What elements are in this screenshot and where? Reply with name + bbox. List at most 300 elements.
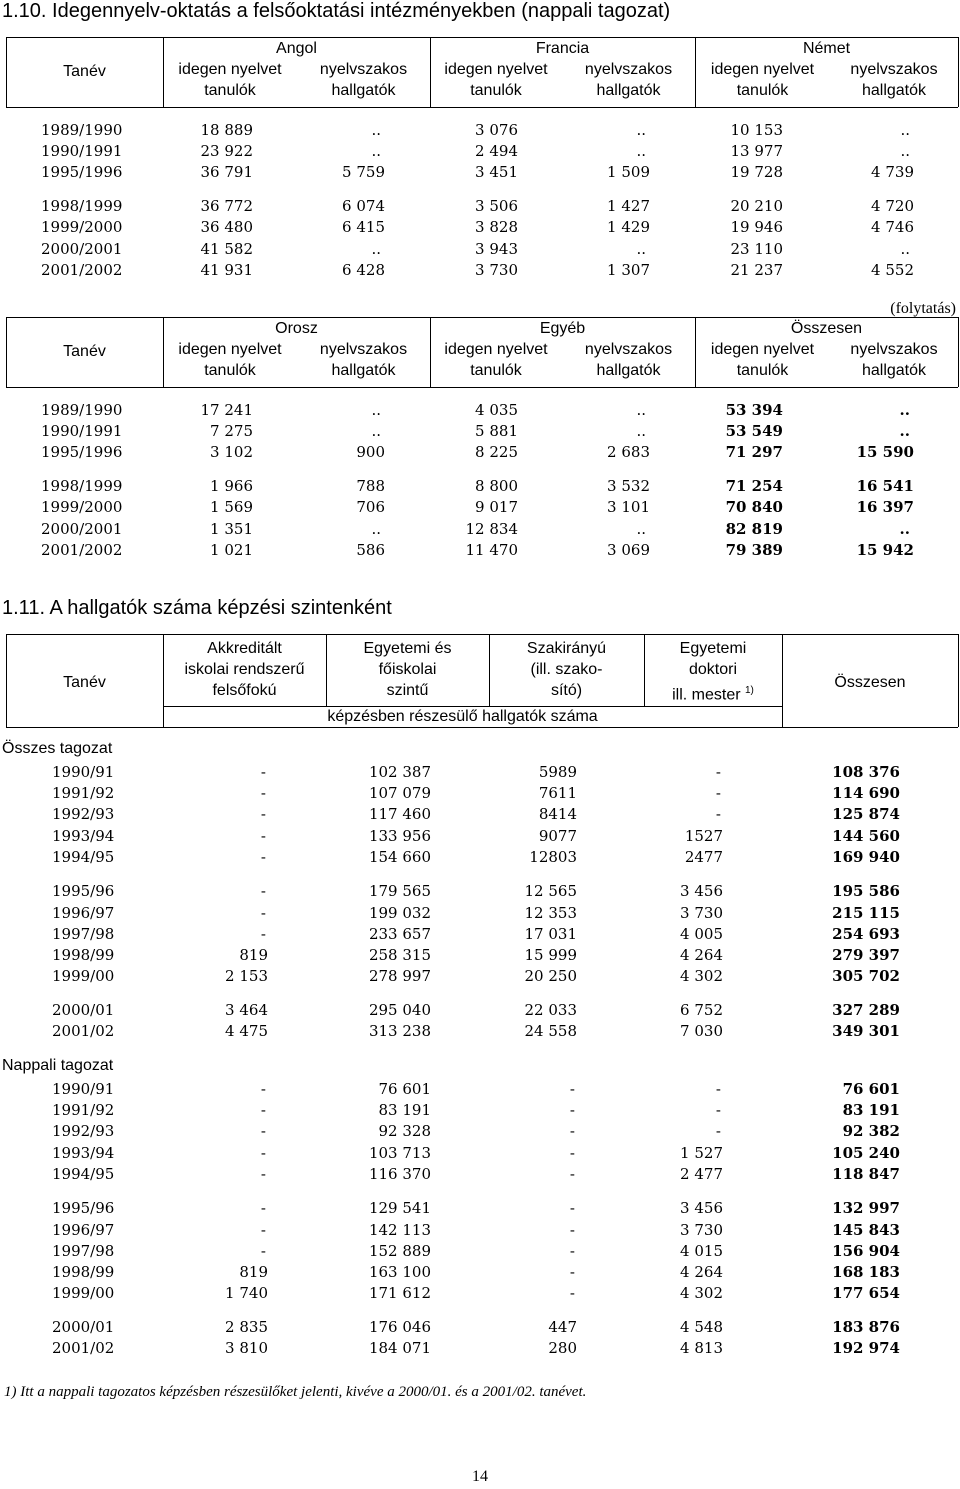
cell-value: - <box>260 1221 266 1239</box>
cell-value: 144 560 <box>832 827 900 845</box>
table-row <box>0 1080 960 1100</box>
cell-value: 76 601 <box>842 1080 900 1098</box>
cell-value: 1 740 <box>225 1284 268 1302</box>
table-row <box>0 498 960 518</box>
cell-year: 1990/1991 <box>41 422 123 440</box>
cell-value: 3 730 <box>475 261 518 279</box>
table-rule <box>958 37 959 107</box>
cell-value: - <box>260 1101 266 1119</box>
cell-value: .. <box>371 121 381 139</box>
cell-value: 12803 <box>529 848 577 866</box>
header-line: Akkreditált <box>207 640 282 657</box>
cell-value: .. <box>371 240 381 258</box>
cell-year: 1989/1990 <box>41 121 123 139</box>
cell-value: .. <box>371 401 381 419</box>
header-line: tanulók <box>470 362 522 379</box>
cell-value: .. <box>371 520 381 538</box>
cell-value: 3 101 <box>607 498 650 516</box>
cell-value: 16 397 <box>856 498 914 516</box>
cell-value: 1 307 <box>607 261 650 279</box>
cell-year: 1998/99 <box>52 946 115 964</box>
header-line: nyelvszakos <box>319 341 408 358</box>
header-line: szintű <box>386 682 429 699</box>
cell-value: 20 250 <box>524 967 577 985</box>
cell-value: 3 102 <box>210 443 253 461</box>
cell-value: 195 586 <box>832 882 900 900</box>
header-line: tanulók <box>204 82 256 99</box>
cell-value: 76 601 <box>378 1080 431 1098</box>
table-row <box>0 401 960 421</box>
column-header-tanev: Tanév <box>63 343 106 360</box>
table-rule <box>958 317 959 387</box>
cell-value: 254 693 <box>832 925 900 943</box>
cell-value: .. <box>636 121 646 139</box>
cell-value: - <box>260 1144 266 1162</box>
cell-value: - <box>569 1263 575 1281</box>
cell-value: 233 657 <box>368 925 431 943</box>
cell-value: 6 752 <box>680 1001 723 1019</box>
header-line: idegen nyelvet <box>178 61 282 78</box>
footnote-marker: 1) <box>745 685 754 696</box>
table-row <box>0 121 960 141</box>
cell-value: 156 904 <box>832 1242 900 1260</box>
cell-value: 108 376 <box>832 763 900 781</box>
cell-value: 18 889 <box>200 121 253 139</box>
cell-value: - <box>260 1080 266 1098</box>
column-header-doctoral <box>644 638 782 705</box>
cell-value: 1 527 <box>680 1144 723 1162</box>
footnote: 1) Itt a nappali tagozatos képzésben részesülőket jelenti, kivéve a 2000/01. és a 2001/02. tanévet. <box>4 1384 587 1400</box>
cell-value: 83 191 <box>842 1101 900 1119</box>
cell-value: - <box>260 763 266 781</box>
header-text: ill. mester <box>672 686 741 704</box>
cell-value: 8 800 <box>475 477 518 495</box>
cell-value: 129 541 <box>368 1199 431 1217</box>
cell-value: 6 074 <box>342 197 385 215</box>
cell-value: 23 110 <box>730 240 783 258</box>
table-row <box>0 1221 960 1241</box>
cell-year: 1996/97 <box>52 904 115 922</box>
cell-value: 4 035 <box>475 401 518 419</box>
table-row <box>0 1284 960 1304</box>
cell-value: 3 943 <box>475 240 518 258</box>
cell-year: 1993/94 <box>52 1144 115 1162</box>
cell-value: 11 470 <box>465 541 518 559</box>
cell-value: - <box>569 1122 575 1140</box>
column-header-majors <box>297 59 430 101</box>
table-row <box>0 904 960 924</box>
cell-value: 5 759 <box>342 163 385 181</box>
cell-value: 447 <box>548 1318 577 1336</box>
cell-value: .. <box>371 142 381 160</box>
cell-value: - <box>260 784 266 802</box>
cell-value: .. <box>899 401 910 419</box>
header-line: nyelvszakos <box>850 61 938 78</box>
column-header-level <box>163 638 326 701</box>
cell-value: 125 874 <box>832 805 900 823</box>
cell-year: 1997/98 <box>52 1242 115 1260</box>
cell-value: 107 079 <box>368 784 431 802</box>
cell-value: 114 690 <box>832 784 900 802</box>
cell-value: 295 040 <box>368 1001 431 1019</box>
cell-value: 3 464 <box>225 1001 268 1019</box>
table-row <box>0 1199 960 1219</box>
cell-value: 2 494 <box>475 142 518 160</box>
table-row <box>0 967 960 987</box>
cell-value: 92 382 <box>842 1122 900 1140</box>
cell-value: - <box>715 1122 721 1140</box>
header-line: nyelvszakos <box>319 61 408 78</box>
table-row <box>0 1022 960 1042</box>
cell-year: 1995/96 <box>52 882 115 900</box>
column-header-learners <box>695 59 830 101</box>
cell-value: 313 238 <box>368 1022 431 1040</box>
cell-value: .. <box>899 520 910 538</box>
cell-value: .. <box>636 240 646 258</box>
section-label-all: Összes tagozat <box>2 740 113 757</box>
cell-value: 3 451 <box>475 163 518 181</box>
continuation-label: (folytatás) <box>890 300 956 317</box>
cell-year: 2000/01 <box>52 1001 115 1019</box>
table-rule <box>6 727 958 728</box>
column-header-majors <box>562 339 695 381</box>
cell-year: 2000/2001 <box>41 240 123 258</box>
cell-year: 1998/99 <box>52 1263 115 1281</box>
cell-value: 12 834 <box>465 520 518 538</box>
cell-value: - <box>260 1165 266 1183</box>
header-line: nyelvszakos <box>584 341 673 358</box>
column-header-majors <box>830 59 958 101</box>
group-header: Egyéb <box>539 320 586 337</box>
table-row <box>0 1101 960 1121</box>
cell-value: .. <box>636 520 646 538</box>
header-line: sító) <box>550 682 583 699</box>
cell-value: 145 843 <box>832 1221 900 1239</box>
cell-value: 1 429 <box>607 218 650 236</box>
cell-value: 102 387 <box>368 763 431 781</box>
table-row <box>0 541 960 561</box>
cell-value: 1 569 <box>210 498 253 516</box>
header-line: Egyetemi és <box>363 640 452 657</box>
cell-value: 4 015 <box>680 1242 723 1260</box>
cell-value: 4 475 <box>225 1022 268 1040</box>
table-row <box>0 805 960 825</box>
cell-value: 23 922 <box>200 142 253 160</box>
table-row <box>0 1001 960 1021</box>
column-header-learners <box>163 339 297 381</box>
section-label-day: Nappali tagozat <box>2 1057 114 1074</box>
cell-value: 4 552 <box>871 261 914 279</box>
cell-year: 1999/2000 <box>41 218 123 236</box>
header-line: hallgatók <box>596 362 661 379</box>
column-header-majors <box>562 59 695 101</box>
table-row <box>0 1263 960 1283</box>
cell-value: 105 240 <box>832 1144 900 1162</box>
cell-value: - <box>260 1122 266 1140</box>
cell-value: 278 997 <box>368 967 431 985</box>
cell-value: 349 301 <box>832 1022 900 1040</box>
cell-value: 7611 <box>538 784 577 802</box>
cell-value: 83 191 <box>378 1101 431 1119</box>
cell-value: 15 942 <box>856 541 914 559</box>
cell-value: 7 030 <box>680 1022 723 1040</box>
table-row <box>0 477 960 497</box>
cell-value: 19 728 <box>730 163 783 181</box>
header-line: nyelvszakos <box>850 341 938 358</box>
cell-value: 171 612 <box>368 1284 431 1302</box>
table-row <box>0 240 960 260</box>
cell-value: 168 183 <box>832 1263 900 1281</box>
cell-value: 4 264 <box>680 946 723 964</box>
cell-value: 706 <box>356 498 385 516</box>
cell-value: 586 <box>356 541 385 559</box>
column-header-learners <box>695 339 830 381</box>
cell-value: - <box>569 1199 575 1217</box>
cell-year: 1998/1999 <box>41 477 123 495</box>
cell-value: 4 005 <box>680 925 723 943</box>
group-header: Orosz <box>275 320 318 337</box>
cell-year: 1999/2000 <box>41 498 123 516</box>
cell-year: 1991/92 <box>52 1101 115 1119</box>
cell-year: 1992/93 <box>52 1122 115 1140</box>
page-number: 14 <box>472 1468 488 1485</box>
cell-value: 10 153 <box>730 121 783 139</box>
cell-value: .. <box>900 142 910 160</box>
cell-value: 12 353 <box>524 904 577 922</box>
cell-value: 16 541 <box>856 477 914 495</box>
cell-value: 21 237 <box>730 261 783 279</box>
cell-year: 2000/2001 <box>41 520 123 538</box>
header-span-label: képzésben részesülő hallgatók száma <box>327 708 598 725</box>
cell-value: - <box>569 1101 575 1119</box>
table-1-11-title: 1.11. A hallgatók száma képzési szintenként <box>2 597 392 619</box>
header-line: idegen nyelvet <box>444 61 548 78</box>
header-line: hallgatók <box>331 82 396 99</box>
column-header-tanev: Tanév <box>63 674 106 691</box>
column-header-learners <box>430 59 562 101</box>
cell-year: 1995/1996 <box>41 443 123 461</box>
cell-value: - <box>715 1101 721 1119</box>
table-row <box>0 763 960 783</box>
cell-value: 179 565 <box>368 882 431 900</box>
cell-value: 788 <box>356 477 385 495</box>
cell-value: 1 351 <box>210 520 253 538</box>
group-header: Francia <box>535 40 590 57</box>
cell-value: 4 302 <box>680 967 723 985</box>
header-line: főiskolai <box>378 661 437 678</box>
cell-value: 41 582 <box>200 240 253 258</box>
header-line: tanulók <box>470 82 522 99</box>
cell-value: 5 881 <box>475 422 518 440</box>
cell-value: 4 302 <box>680 1284 723 1302</box>
cell-value: 1527 <box>684 827 723 845</box>
column-header-level <box>326 638 489 701</box>
cell-year: 1990/91 <box>52 1080 115 1098</box>
header-line: hallgatók <box>861 362 927 379</box>
cell-value: 53 394 <box>725 401 783 419</box>
cell-year: 1993/94 <box>52 827 115 845</box>
cell-value: .. <box>899 422 910 440</box>
cell-value: 152 889 <box>368 1242 431 1260</box>
cell-value: - <box>260 1242 266 1260</box>
cell-value: 176 046 <box>368 1318 431 1336</box>
table-row <box>0 925 960 945</box>
cell-value: 819 <box>239 946 268 964</box>
cell-value: 17 031 <box>524 925 577 943</box>
cell-value: 279 397 <box>832 946 900 964</box>
column-header-total: Összesen <box>834 674 906 691</box>
column-header-majors <box>297 339 430 381</box>
group-header: Német <box>802 40 851 57</box>
header-line: doktori <box>688 661 738 678</box>
header-line: hallgatók <box>861 82 927 99</box>
cell-year: 1995/1996 <box>41 163 123 181</box>
cell-value: 199 032 <box>368 904 431 922</box>
cell-value: 184 071 <box>368 1339 431 1357</box>
cell-value: 3 730 <box>680 1221 723 1239</box>
cell-value: 3 069 <box>607 541 650 559</box>
cell-year: 1998/1999 <box>41 197 123 215</box>
cell-value: 20 210 <box>730 197 783 215</box>
header-line: iskolai rendszerű <box>184 661 305 678</box>
header-line: idegen nyelvet <box>178 341 282 358</box>
cell-value: 169 940 <box>832 848 900 866</box>
header-line: tanulók <box>736 82 789 99</box>
header-line: hallgatók <box>331 362 396 379</box>
column-header-tanev: Tanév <box>63 63 106 80</box>
cell-year: 1992/93 <box>52 805 115 823</box>
cell-year: 1990/1991 <box>41 142 123 160</box>
table-row <box>0 882 960 902</box>
cell-value: 163 100 <box>368 1263 431 1281</box>
table-row <box>0 197 960 217</box>
cell-value: - <box>569 1144 575 1162</box>
cell-value: 4 548 <box>680 1318 723 1336</box>
cell-value: 3 810 <box>225 1339 268 1357</box>
cell-year: 2001/2002 <box>41 261 123 279</box>
cell-value: 2 683 <box>607 443 650 461</box>
table-row <box>0 1242 960 1262</box>
header-line: nyelvszakos <box>584 61 673 78</box>
cell-value: 6 428 <box>342 261 385 279</box>
cell-value: 4 813 <box>680 1339 723 1357</box>
table-row <box>0 443 960 463</box>
table-row <box>0 1339 960 1359</box>
cell-value: 53 549 <box>725 422 783 440</box>
cell-year: 1996/97 <box>52 1221 115 1239</box>
header-line: idegen nyelvet <box>444 341 548 358</box>
cell-value: 3 506 <box>475 197 518 215</box>
cell-value: - <box>569 1165 575 1183</box>
table-row <box>0 946 960 966</box>
cell-value: 9077 <box>538 827 577 845</box>
cell-value: 2 477 <box>680 1165 723 1183</box>
column-header-learners <box>163 59 297 101</box>
cell-value: 41 931 <box>200 261 253 279</box>
header-line: hallgatók <box>596 82 661 99</box>
cell-year: 1990/91 <box>52 763 115 781</box>
cell-value: - <box>260 827 266 845</box>
column-header-learners <box>430 339 562 381</box>
cell-value: 154 660 <box>368 848 431 866</box>
cell-value: 132 997 <box>832 1199 900 1217</box>
cell-value: 1 966 <box>210 477 253 495</box>
table-row <box>0 422 960 442</box>
table-row <box>0 520 960 540</box>
cell-value: 82 819 <box>725 520 783 538</box>
cell-value: 1 427 <box>607 197 650 215</box>
table-row <box>0 827 960 847</box>
cell-value: 19 946 <box>730 218 783 236</box>
cell-year: 1994/95 <box>52 1165 115 1183</box>
cell-value: .. <box>371 422 381 440</box>
cell-value: 70 840 <box>725 498 783 516</box>
table-row <box>0 1165 960 1185</box>
cell-year: 2000/01 <box>52 1318 115 1336</box>
cell-value: 71 297 <box>725 443 783 461</box>
cell-year: 1999/00 <box>52 967 115 985</box>
cell-value: 36 791 <box>200 163 253 181</box>
cell-year: 2001/02 <box>52 1022 115 1040</box>
cell-value: .. <box>636 401 646 419</box>
cell-value: 22 033 <box>524 1001 577 1019</box>
header-line: tanulók <box>736 362 789 379</box>
cell-value: 4 720 <box>871 197 914 215</box>
cell-year: 1997/98 <box>52 925 115 943</box>
cell-value: 36 772 <box>200 197 253 215</box>
cell-value: 3 532 <box>607 477 650 495</box>
cell-value: - <box>715 763 721 781</box>
cell-value: 9 017 <box>475 498 518 516</box>
cell-value: 117 460 <box>368 805 431 823</box>
cell-year: 2001/2002 <box>41 541 123 559</box>
cell-value: - <box>260 1199 266 1217</box>
table-row <box>0 1318 960 1338</box>
cell-value: 3 076 <box>475 121 518 139</box>
cell-value: 15 590 <box>856 443 914 461</box>
header-line: idegen nyelvet <box>710 61 815 78</box>
cell-value: - <box>569 1242 575 1260</box>
cell-year: 1994/95 <box>52 848 115 866</box>
cell-value: 3 456 <box>680 1199 723 1217</box>
header-line: tanulók <box>204 362 256 379</box>
header-line: felsőfokú <box>212 682 277 699</box>
cell-value: - <box>260 805 266 823</box>
table-row <box>0 784 960 804</box>
cell-value: 258 315 <box>368 946 431 964</box>
cell-value: 900 <box>356 443 385 461</box>
cell-value: 118 847 <box>832 1165 900 1183</box>
cell-year: 1999/00 <box>52 1284 115 1302</box>
cell-year: 2001/02 <box>52 1339 115 1357</box>
table-row <box>0 1122 960 1142</box>
cell-value: 4 264 <box>680 1263 723 1281</box>
cell-value: 17 241 <box>200 401 253 419</box>
cell-value: - <box>260 925 266 943</box>
cell-value: 133 956 <box>368 827 431 845</box>
cell-value: - <box>569 1221 575 1239</box>
cell-value: 215 115 <box>832 904 900 922</box>
cell-value: 15 999 <box>524 946 577 964</box>
table-rule <box>958 634 959 727</box>
table-row <box>0 218 960 238</box>
cell-value: .. <box>900 121 910 139</box>
table-rule <box>6 634 958 635</box>
table-1-10-title: 1.10. Idegennyelv-oktatás a felsőoktatási intézményekben (nappali tagozat) <box>2 0 671 22</box>
cell-year: 1989/1990 <box>41 401 123 419</box>
cell-value: 7 275 <box>210 422 253 440</box>
cell-value: - <box>569 1284 575 1302</box>
